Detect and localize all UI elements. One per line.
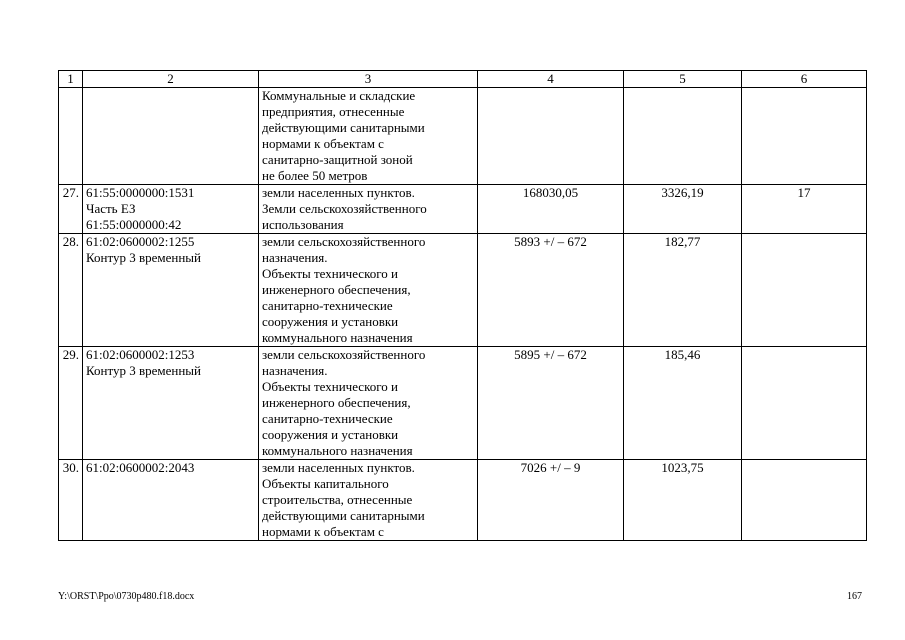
- row-number-cell: [59, 88, 83, 185]
- value-cell: 185,46: [624, 347, 742, 460]
- table-row: [59, 347, 867, 460]
- footer-page-number: 167: [847, 591, 862, 602]
- value-cell: [624, 88, 742, 185]
- header-cell: 2: [83, 71, 259, 88]
- cadastral-number-cell: 61:02:0600002:1253 Контур 3 временный: [83, 347, 259, 460]
- row-number-cell: 27.: [59, 185, 83, 234]
- table-row: [59, 234, 867, 347]
- land-category-cell: земли сельскохозяйственного назначения. Объекты технического и инженерного обеспечения, санитарно-технические сооружения и установки коммунального назначения: [259, 234, 478, 347]
- value-cell: 182,77: [624, 234, 742, 347]
- table-header-row: [59, 71, 867, 88]
- land-plot-table: [58, 70, 867, 541]
- land-category-cell: Коммунальные и складские предприятия, отнесенные действующими санитарными нормами к объектам с санитарно-защитной зоной не более 50 метров: [259, 88, 478, 185]
- header-cell: 6: [742, 71, 867, 88]
- extra-cell: 17: [742, 185, 867, 234]
- land-category-cell: земли населенных пунктов. Объекты капитального строительства, отнесенные действующими санитарными нормами к объектам с: [259, 460, 478, 541]
- area-cell: 5893 +/ – 672: [478, 234, 624, 347]
- extra-cell: [742, 347, 867, 460]
- extra-cell: [742, 234, 867, 347]
- table-row: [59, 185, 867, 234]
- land-category-cell: земли сельскохозяйственного назначения. Объекты технического и инженерного обеспечения, санитарно-технические сооружения и установки коммунального назначения: [259, 347, 478, 460]
- cadastral-number-cell: 61:02:0600002:1255 Контур 3 временный: [83, 234, 259, 347]
- row-number-cell: 28.: [59, 234, 83, 347]
- header-cell: 5: [624, 71, 742, 88]
- area-cell: 7026 +/ – 9: [478, 460, 624, 541]
- cadastral-number-cell: 61:02:0600002:2043: [83, 460, 259, 541]
- value-cell: 3326,19: [624, 185, 742, 234]
- extra-cell: [742, 88, 867, 185]
- header-cell: 3: [259, 71, 478, 88]
- area-cell: [478, 88, 624, 185]
- table-row: [59, 88, 867, 185]
- area-cell: 5895 +/ – 672: [478, 347, 624, 460]
- row-number-cell: 30.: [59, 460, 83, 541]
- land-category-cell: земли населенных пунктов. Земли сельскохозяйственного использования: [259, 185, 478, 234]
- extra-cell: [742, 460, 867, 541]
- header-cell: 4: [478, 71, 624, 88]
- table-row: [59, 460, 867, 541]
- cadastral-number-cell: 61:55:0000000:1531 Часть ЕЗ 61:55:0000000:42: [83, 185, 259, 234]
- area-cell: 168030,05: [478, 185, 624, 234]
- cadastral-number-cell: [83, 88, 259, 185]
- footer-file-path: Y:\ORST\Ppo\0730p480.f18.docx: [58, 591, 195, 602]
- value-cell: 1023,75: [624, 460, 742, 541]
- header-cell: 1: [59, 71, 83, 88]
- row-number-cell: 29.: [59, 347, 83, 460]
